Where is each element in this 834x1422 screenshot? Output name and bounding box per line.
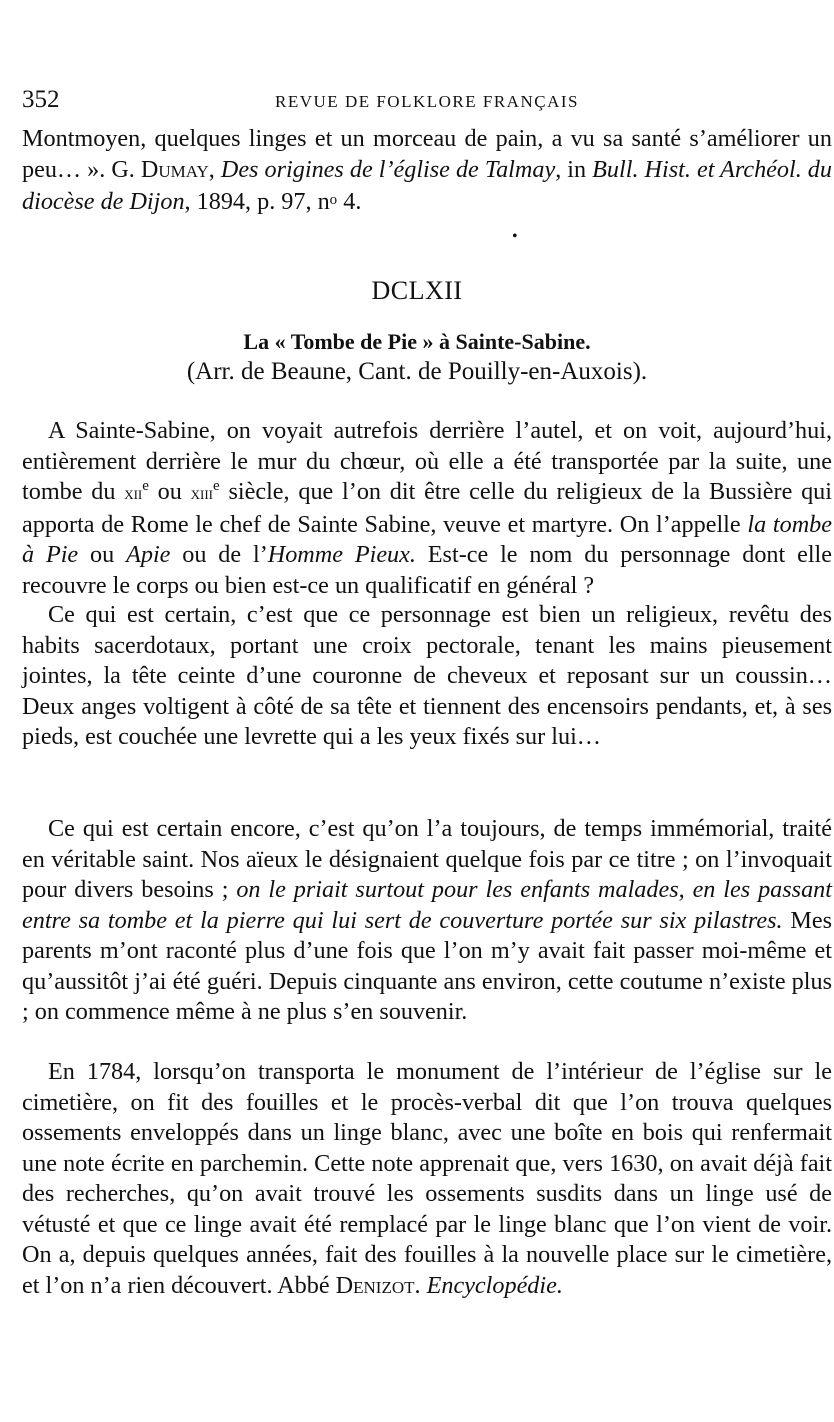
paragraph-3: Ce qui est certain encore, c’est qu’on l’a toujours, de temps immémorial, traité en véritable saint. Nos aïeux le désignaient quelque fois par ce titre ; on l’invoquait pour divers besoins ; on le priait surtout pour les enfants malades, en les passant entre sa tombe et la pierre qui lui sert de couverture portée sur six pilastres. Mes parents m’ont raconté plus d’une fois que l’on m’y avait fait passer moi-même et qu’aussitôt j’ai été guéri. Depuis cinquante ans environ, cette coutume n’existe plus ; on commence même à ne plus s’en souvenir. <box>22 815 832 1025</box>
section-subtitle: (Arr. de Beaune, Cant. de Pouilly-en-Auxois). <box>186 358 648 385</box>
journal-title: Bull. Hist. et Archéol. du diocèse de Dijon <box>22 155 832 215</box>
page-header <box>22 86 832 122</box>
book-title: Des origines de l’église de Talmay <box>220 155 556 183</box>
running-title: REVUE DE FOLKLORE FRANÇAIS <box>275 92 579 111</box>
author-denizot: Denizot <box>335 1271 415 1299</box>
separator-bullet: • <box>512 228 518 245</box>
section-number: DCLXII <box>371 276 463 305</box>
paragraph-4: En 1784, lorsqu’on transporta le monument de l’intérieur de l’église sur le cimetière, on fit des fouilles et le procès-verbal dit que l’on trouva quelques ossements enveloppés dans un linge blanc, avec une boîte en bois qui renfermait une note écrite en parchemin. Cette note apprenait que, vers 1630, on avait déjà fait des recherches, qu’on avait trouvé les ossements susdits dans un linge usé de vétusté et que ce linge avait été remplacé par le linge blanc que l’on vient de voir. On a, depuis quelques années, fait des fouilles à la nouvelle place sur le cimetière, et l’on n’a rien découvert. Abbé Denizot. Encyclopédie. <box>22 1058 832 1299</box>
source-title: Encyclopédie. <box>426 1271 563 1299</box>
section-title: La « Tombe de Pie » à Sainte-Sabine. <box>243 329 591 354</box>
italic-passage: on le priait surtout pour les enfants malades, en les passant entre sa tombe et la pierre qui lui sert de couverture portée sur six pilastres. <box>22 876 832 934</box>
page-number: 352 <box>22 86 60 113</box>
paragraph-2: Ce qui est certain, c’est que ce personnage est bien un religieux, revêtu des habits sacerdotaux, portant une croix pectorale, tenant les mains pieusement jointes, la tête ceinte d’une couronne de cheveux et reposant sur un coussin… Deux anges voltigent à côté de sa tête et tiennent des encensoirs pendants, et, à ses pieds, est couchée une levrette qui a les yeux fixés sur lui… <box>22 601 832 750</box>
paragraph-1: A Sainte-Sabine, on voyait autrefois derrière l’autel, et on voit, aujourd’hui, entièrement derrière le mur du chœur, où elle a été transportée par la suite, une tombe du xii$^e$ ou xiii$^e$ siècle, que l’on dit être celle du religieux de la Bussière qui apporta de Rome le chef de Sainte Sabine, veuve et martyre. On l’appelle la tombe à Pie ou Apie ou de l’Homme Pieux. Est-ce le nom du personnage dont elle recouvre le corps ou bien est-ce un qualificatif en général ? <box>22 417 833 599</box>
intro-paragraph: Montmoyen, quelques linges et un morceau de pain, a vu sa santé s’améliorer un peu… ». G. Dumay, Des origines de l’église de Talmay, in Bull. Hist. et Archéol. du diocèse de Dijon, 1894, p. 97, $n^o$ 4. <box>22 125 832 215</box>
author-dumay: Dumay <box>140 155 209 183</box>
